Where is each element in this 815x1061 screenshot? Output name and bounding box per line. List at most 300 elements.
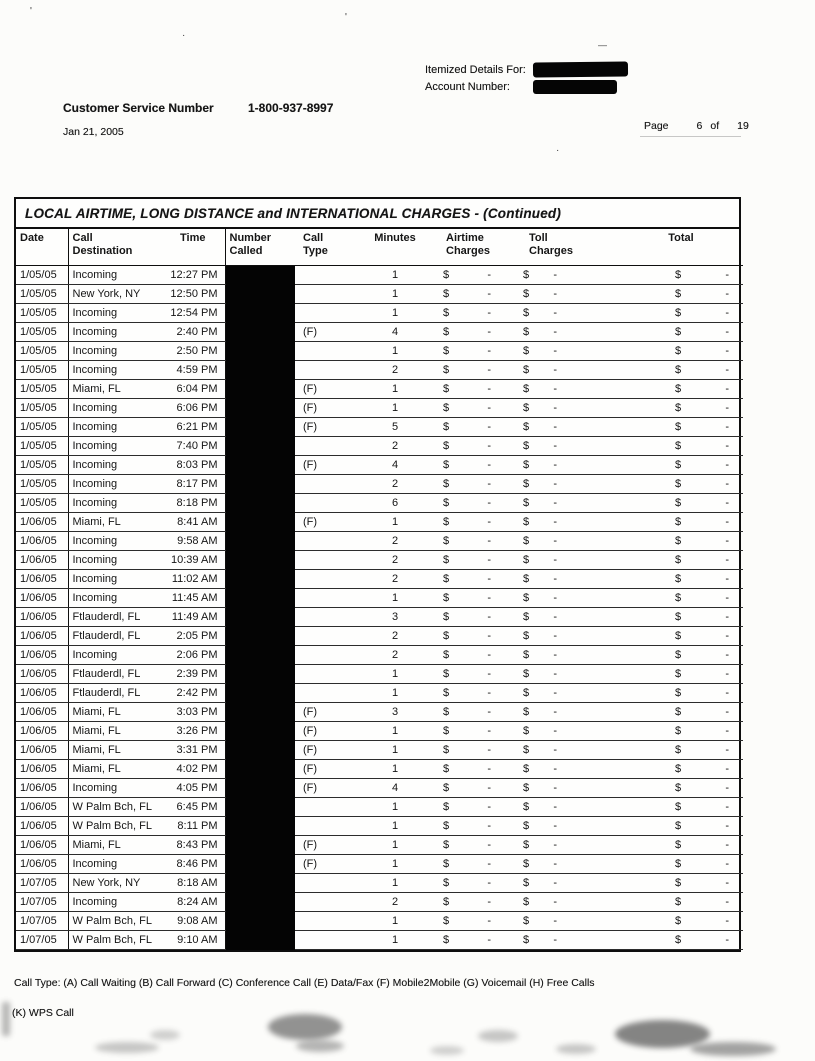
scan-speck: — — [598, 40, 607, 50]
cell-date: 1/06/05 — [16, 759, 68, 778]
scan-speck: · — [182, 30, 186, 41]
cell-call-type — [295, 474, 357, 493]
cell-toll — [519, 588, 619, 607]
cell-number-called — [225, 455, 295, 474]
cell-minutes: 1 — [357, 873, 433, 892]
cell-airtime — [433, 816, 519, 835]
cell-total — [619, 569, 743, 588]
cell-date: 1/07/05 — [16, 911, 68, 930]
cell-toll — [519, 569, 619, 588]
cell-destination: New York, NY — [68, 284, 161, 303]
amount-dash: - — [487, 667, 491, 680]
customer-service-number: 1-800-937-8997 — [248, 101, 334, 115]
call-row — [16, 835, 743, 854]
currency-symbol: $ — [523, 515, 530, 528]
amount-dash: - — [725, 363, 729, 376]
cell-time: 2:39 PM — [161, 664, 225, 683]
cell-destination: W Palm Bch, FL — [68, 930, 161, 949]
table-header-row — [16, 229, 743, 265]
cell-call-type — [295, 797, 357, 816]
cell-airtime — [433, 398, 519, 417]
amount-dash: - — [487, 629, 491, 642]
page-of-label: of — [710, 120, 720, 132]
currency-symbol: $ — [675, 800, 682, 813]
currency-symbol: $ — [523, 895, 530, 908]
currency-symbol: $ — [443, 344, 450, 357]
cell-destination: W Palm Bch, FL — [68, 911, 161, 930]
customer-service-line — [63, 101, 763, 115]
cell-total — [619, 265, 743, 284]
cell-toll — [519, 436, 619, 455]
cell-destination: Incoming — [68, 322, 161, 341]
currency-symbol: $ — [675, 515, 682, 528]
cell-minutes: 2 — [357, 645, 433, 664]
cell-call-type — [295, 588, 357, 607]
currency-symbol: $ — [523, 876, 530, 889]
cell-airtime — [433, 379, 519, 398]
cell-call-type — [295, 816, 357, 835]
cell-destination: New York, NY — [68, 873, 161, 892]
amount-dash: - — [553, 268, 557, 281]
cell-date: 1/06/05 — [16, 683, 68, 702]
cell-destination: Incoming — [68, 417, 161, 436]
amount-dash: - — [725, 876, 729, 889]
cell-destination: Incoming — [68, 341, 161, 360]
cell-number-called — [225, 303, 295, 322]
amount-dash: - — [725, 914, 729, 927]
column-header-airtime-charges: Airtime Charges — [433, 229, 519, 265]
amount-dash: - — [487, 724, 491, 737]
cell-time: 8:03 PM — [161, 455, 225, 474]
currency-symbol: $ — [523, 363, 530, 376]
currency-symbol: $ — [675, 933, 682, 946]
call-row — [16, 588, 743, 607]
currency-symbol: $ — [523, 401, 530, 414]
column-header-call-type: Call Type — [295, 229, 357, 265]
cell-date: 1/06/05 — [16, 645, 68, 664]
amount-dash: - — [553, 458, 557, 471]
cell-date: 1/06/05 — [16, 512, 68, 531]
cell-number-called — [225, 797, 295, 816]
cell-minutes: 6 — [357, 493, 433, 512]
cell-number-called — [225, 835, 295, 854]
cell-airtime — [433, 550, 519, 569]
currency-symbol: $ — [523, 781, 530, 794]
currency-symbol: $ — [523, 439, 530, 452]
currency-symbol: $ — [443, 781, 450, 794]
currency-symbol: $ — [443, 306, 450, 319]
currency-symbol: $ — [523, 477, 530, 490]
call-row — [16, 645, 743, 664]
column-header-total: Total — [619, 229, 743, 265]
cell-minutes: 1 — [357, 911, 433, 930]
cell-date: 1/05/05 — [16, 455, 68, 474]
call-row — [16, 474, 743, 493]
cell-toll — [519, 531, 619, 550]
cell-call-type — [295, 626, 357, 645]
currency-symbol: $ — [443, 838, 450, 851]
currency-symbol: $ — [443, 667, 450, 680]
cell-destination: Miami, FL — [68, 702, 161, 721]
cell-minutes: 1 — [357, 930, 433, 949]
amount-dash: - — [725, 667, 729, 680]
cell-date: 1/05/05 — [16, 303, 68, 322]
amount-dash: - — [725, 439, 729, 452]
cell-call-type — [295, 341, 357, 360]
cell-date: 1/05/05 — [16, 265, 68, 284]
cell-airtime — [433, 417, 519, 436]
cell-total — [619, 854, 743, 873]
cell-time: 6:21 PM — [161, 417, 225, 436]
amount-dash: - — [725, 591, 729, 604]
call-row — [16, 284, 743, 303]
cell-minutes: 1 — [357, 284, 433, 303]
cell-time: 9:58 AM — [161, 531, 225, 550]
cell-minutes: 4 — [357, 322, 433, 341]
currency-symbol: $ — [523, 629, 530, 642]
cell-minutes: 2 — [357, 360, 433, 379]
call-row — [16, 702, 743, 721]
currency-symbol: $ — [443, 629, 450, 642]
cell-minutes: 1 — [357, 759, 433, 778]
cell-minutes: 1 — [357, 398, 433, 417]
cell-number-called — [225, 892, 295, 911]
amount-dash: - — [487, 648, 491, 661]
amount-dash: - — [553, 914, 557, 927]
cell-minutes: 4 — [357, 455, 433, 474]
cell-destination: Miami, FL — [68, 379, 161, 398]
cell-toll — [519, 911, 619, 930]
cell-minutes: 4 — [357, 778, 433, 797]
amount-dash: - — [553, 306, 557, 319]
cell-destination: W Palm Bch, FL — [68, 816, 161, 835]
cell-call-type — [295, 664, 357, 683]
cell-airtime — [433, 493, 519, 512]
cell-time: 11:02 AM — [161, 569, 225, 588]
currency-symbol: $ — [523, 610, 530, 623]
amount-dash: - — [487, 857, 491, 870]
call-row — [16, 930, 743, 949]
amount-dash: - — [725, 629, 729, 642]
cell-destination: Incoming — [68, 892, 161, 911]
cell-date: 1/05/05 — [16, 398, 68, 417]
currency-symbol: $ — [443, 800, 450, 813]
cell-date: 1/06/05 — [16, 607, 68, 626]
cell-call-type: (F) — [295, 322, 357, 341]
call-row — [16, 550, 743, 569]
cell-time: 6:45 PM — [161, 797, 225, 816]
cell-airtime — [433, 474, 519, 493]
page-number: 6 — [696, 120, 703, 132]
currency-symbol: $ — [443, 857, 450, 870]
currency-symbol: $ — [443, 591, 450, 604]
cell-toll — [519, 474, 619, 493]
currency-symbol: $ — [675, 363, 682, 376]
cell-call-type — [295, 683, 357, 702]
cell-toll — [519, 892, 619, 911]
cell-total — [619, 892, 743, 911]
amount-dash: - — [553, 610, 557, 623]
amount-dash: - — [553, 800, 557, 813]
cell-destination: Miami, FL — [68, 740, 161, 759]
amount-dash: - — [553, 553, 557, 566]
cell-date: 1/06/05 — [16, 778, 68, 797]
cell-call-type — [295, 360, 357, 379]
amount-dash: - — [553, 420, 557, 433]
currency-symbol: $ — [443, 401, 450, 414]
amount-dash: - — [725, 933, 729, 946]
call-row — [16, 417, 743, 436]
call-row — [16, 892, 743, 911]
cell-minutes: 1 — [357, 265, 433, 284]
currency-symbol: $ — [443, 648, 450, 661]
cell-toll — [519, 493, 619, 512]
page-label: Page — [644, 120, 669, 132]
currency-symbol: $ — [675, 344, 682, 357]
cell-call-type: (F) — [295, 702, 357, 721]
cell-total — [619, 835, 743, 854]
amount-dash: - — [725, 534, 729, 547]
currency-symbol: $ — [443, 534, 450, 547]
currency-symbol: $ — [675, 420, 682, 433]
cell-number-called — [225, 265, 295, 284]
cell-date: 1/07/05 — [16, 873, 68, 892]
currency-symbol: $ — [675, 496, 682, 509]
cell-minutes: 1 — [357, 588, 433, 607]
currency-symbol: $ — [443, 705, 450, 718]
cell-toll — [519, 360, 619, 379]
cell-destination: Miami, FL — [68, 759, 161, 778]
cell-number-called — [225, 417, 295, 436]
cell-call-type — [295, 284, 357, 303]
cell-call-type — [295, 930, 357, 949]
amount-dash: - — [725, 306, 729, 319]
cell-destination: Miami, FL — [68, 512, 161, 531]
amount-dash: - — [553, 705, 557, 718]
amount-dash: - — [553, 724, 557, 737]
cell-toll — [519, 607, 619, 626]
currency-symbol: $ — [675, 591, 682, 604]
cell-number-called — [225, 702, 295, 721]
redacted-account-number — [533, 80, 617, 94]
call-row — [16, 816, 743, 835]
cell-minutes: 2 — [357, 550, 433, 569]
cell-date: 1/06/05 — [16, 816, 68, 835]
cell-date: 1/06/05 — [16, 588, 68, 607]
call-rows — [16, 265, 743, 949]
cell-date: 1/05/05 — [16, 341, 68, 360]
cell-total — [619, 759, 743, 778]
cell-airtime — [433, 607, 519, 626]
amount-dash: - — [487, 572, 491, 585]
amount-dash: - — [725, 781, 729, 794]
currency-symbol: $ — [675, 268, 682, 281]
cell-time: 3:03 PM — [161, 702, 225, 721]
cell-call-type: (F) — [295, 379, 357, 398]
cell-minutes: 1 — [357, 341, 433, 360]
amount-dash: - — [553, 648, 557, 661]
amount-dash: - — [553, 819, 557, 832]
currency-symbol: $ — [523, 553, 530, 566]
cell-call-type — [295, 265, 357, 284]
call-row — [16, 455, 743, 474]
page-rule-line — [640, 136, 741, 137]
currency-symbol: $ — [523, 572, 530, 585]
currency-symbol: $ — [675, 838, 682, 851]
cell-time: 8:18 AM — [161, 873, 225, 892]
cell-time: 12:27 PM — [161, 265, 225, 284]
cell-destination: Incoming — [68, 398, 161, 417]
cell-number-called — [225, 778, 295, 797]
call-row — [16, 341, 743, 360]
cell-time: 8:17 PM — [161, 474, 225, 493]
amount-dash: - — [553, 876, 557, 889]
amount-dash: - — [725, 515, 729, 528]
amount-dash: - — [553, 382, 557, 395]
cell-total — [619, 930, 743, 949]
currency-symbol: $ — [523, 420, 530, 433]
amount-dash: - — [725, 762, 729, 775]
currency-symbol: $ — [675, 705, 682, 718]
call-row — [16, 265, 743, 284]
cell-airtime — [433, 778, 519, 797]
cell-time: 6:04 PM — [161, 379, 225, 398]
currency-symbol: $ — [675, 458, 682, 471]
amount-dash: - — [725, 268, 729, 281]
amount-dash: - — [725, 838, 729, 851]
amount-dash: - — [487, 477, 491, 490]
cell-number-called — [225, 322, 295, 341]
cell-total — [619, 702, 743, 721]
cell-total — [619, 778, 743, 797]
amount-dash: - — [553, 363, 557, 376]
currency-symbol: $ — [675, 743, 682, 756]
call-row — [16, 379, 743, 398]
cell-destination: Incoming — [68, 493, 161, 512]
amount-dash: - — [487, 496, 491, 509]
cell-destination: Ftlauderdl, FL — [68, 664, 161, 683]
call-row — [16, 721, 743, 740]
amount-dash: - — [487, 933, 491, 946]
customer-service-label: Customer Service Number — [63, 101, 214, 115]
amount-dash: - — [725, 800, 729, 813]
cell-number-called — [225, 911, 295, 930]
cell-number-called — [225, 626, 295, 645]
cell-number-called — [225, 759, 295, 778]
cell-number-called — [225, 550, 295, 569]
cell-total — [619, 341, 743, 360]
scan-speck: ' — [30, 6, 32, 17]
currency-symbol: $ — [675, 857, 682, 870]
cell-call-type — [295, 892, 357, 911]
cell-minutes: 1 — [357, 303, 433, 322]
amount-dash: - — [553, 781, 557, 794]
currency-symbol: $ — [523, 686, 530, 699]
cell-call-type: (F) — [295, 835, 357, 854]
column-header-minutes: Minutes — [357, 229, 433, 265]
currency-symbol: $ — [443, 515, 450, 528]
call-row — [16, 322, 743, 341]
cell-call-type: (F) — [295, 854, 357, 873]
amount-dash: - — [487, 401, 491, 414]
amount-dash: - — [487, 895, 491, 908]
call-row — [16, 607, 743, 626]
amount-dash: - — [487, 838, 491, 851]
amount-dash: - — [725, 819, 729, 832]
cell-total — [619, 683, 743, 702]
amount-dash: - — [487, 762, 491, 775]
cell-total — [619, 588, 743, 607]
cell-date: 1/06/05 — [16, 569, 68, 588]
call-row — [16, 398, 743, 417]
cell-destination: Miami, FL — [68, 835, 161, 854]
currency-symbol: $ — [523, 268, 530, 281]
page-total: 19 — [737, 120, 749, 132]
column-header-toll-charges: Toll Charges — [519, 229, 619, 265]
amount-dash: - — [725, 553, 729, 566]
statement-date: Jan 21, 2005 — [63, 126, 124, 138]
cell-destination: Ftlauderdl, FL — [68, 626, 161, 645]
currency-symbol: $ — [523, 724, 530, 737]
amount-dash: - — [487, 591, 491, 604]
amount-dash: - — [487, 534, 491, 547]
currency-symbol: $ — [523, 591, 530, 604]
cell-call-type: (F) — [295, 740, 357, 759]
cell-number-called — [225, 607, 295, 626]
amount-dash: - — [725, 287, 729, 300]
cell-total — [619, 455, 743, 474]
amount-dash: - — [553, 667, 557, 680]
cell-call-type — [295, 569, 357, 588]
call-row — [16, 436, 743, 455]
cell-minutes: 1 — [357, 664, 433, 683]
cell-minutes: 2 — [357, 626, 433, 645]
amount-dash: - — [553, 515, 557, 528]
cell-toll — [519, 645, 619, 664]
cell-destination: Ftlauderdl, FL — [68, 683, 161, 702]
cell-time: 2:40 PM — [161, 322, 225, 341]
cell-minutes: 1 — [357, 740, 433, 759]
currency-symbol: $ — [523, 534, 530, 547]
cell-time: 8:18 PM — [161, 493, 225, 512]
cell-number-called — [225, 569, 295, 588]
call-row — [16, 873, 743, 892]
amount-dash: - — [553, 325, 557, 338]
cell-total — [619, 664, 743, 683]
amount-dash: - — [553, 933, 557, 946]
amount-dash: - — [487, 686, 491, 699]
cell-date: 1/06/05 — [16, 664, 68, 683]
cell-total — [619, 531, 743, 550]
currency-symbol: $ — [443, 876, 450, 889]
scan-artifact — [430, 1046, 464, 1055]
cell-toll — [519, 398, 619, 417]
cell-call-type — [295, 645, 357, 664]
cell-number-called — [225, 341, 295, 360]
cell-destination: Incoming — [68, 550, 161, 569]
amount-dash: - — [725, 420, 729, 433]
cell-total — [619, 911, 743, 930]
cell-airtime — [433, 911, 519, 930]
cell-number-called — [225, 436, 295, 455]
amount-dash: - — [725, 401, 729, 414]
currency-symbol: $ — [443, 420, 450, 433]
currency-symbol: $ — [443, 439, 450, 452]
amount-dash: - — [487, 439, 491, 452]
cell-destination: Incoming — [68, 265, 161, 284]
cell-airtime — [433, 721, 519, 740]
cell-number-called — [225, 512, 295, 531]
